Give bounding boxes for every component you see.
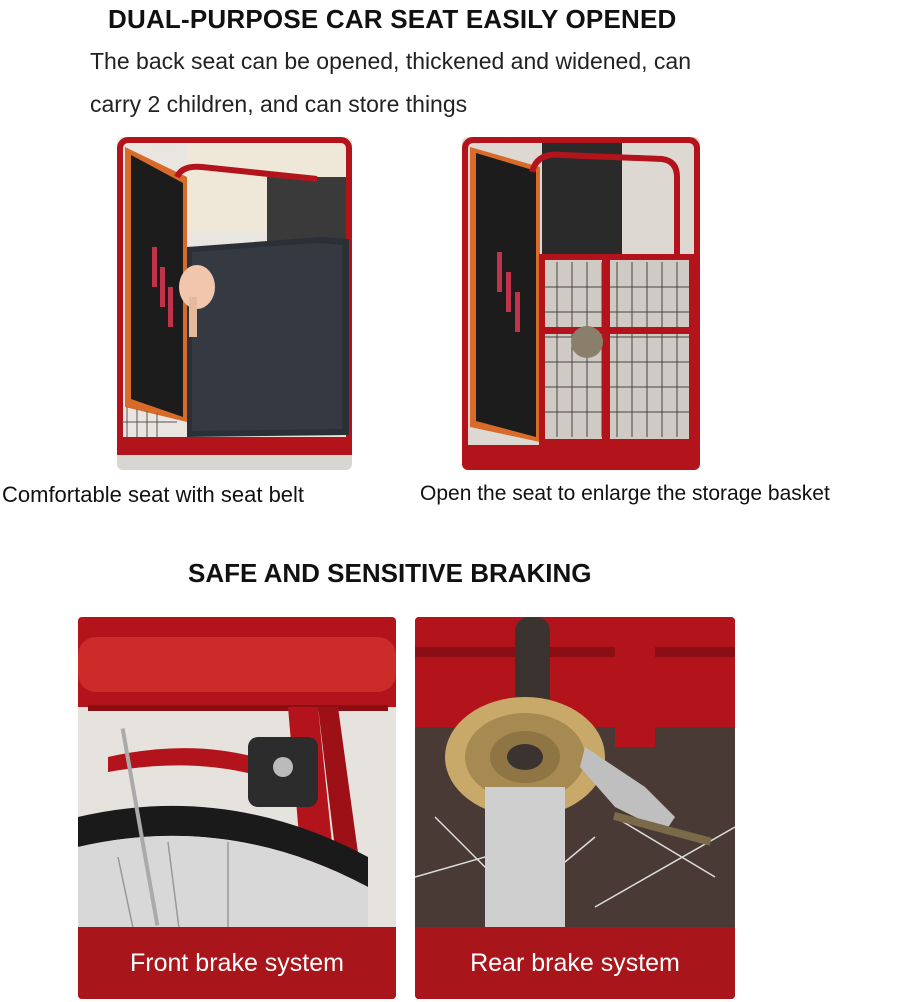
photo-front-brake bbox=[78, 617, 396, 999]
photo-seat-open bbox=[462, 137, 700, 470]
description-line-2: carry 2 children, and can store things bbox=[90, 91, 468, 117]
section-title-car-seat: DUAL-PURPOSE CAR SEAT EASILY OPENED bbox=[108, 4, 677, 34]
photo-seat-closed bbox=[117, 137, 352, 470]
caption-storage-basket: Open the seat to enlarge the storage basket bbox=[420, 482, 830, 505]
photo-rear-brake bbox=[415, 617, 735, 999]
section-title-braking: SAFE AND SENSITIVE BRAKING bbox=[188, 558, 592, 588]
caption-seat-belt: Comfortable seat with seat belt bbox=[2, 482, 305, 507]
rear-brake-label: Rear brake system bbox=[415, 927, 735, 999]
description-line-1: The back seat can be opened, thickened and widened, can bbox=[90, 48, 691, 74]
front-brake-label: Front brake system bbox=[78, 927, 396, 999]
